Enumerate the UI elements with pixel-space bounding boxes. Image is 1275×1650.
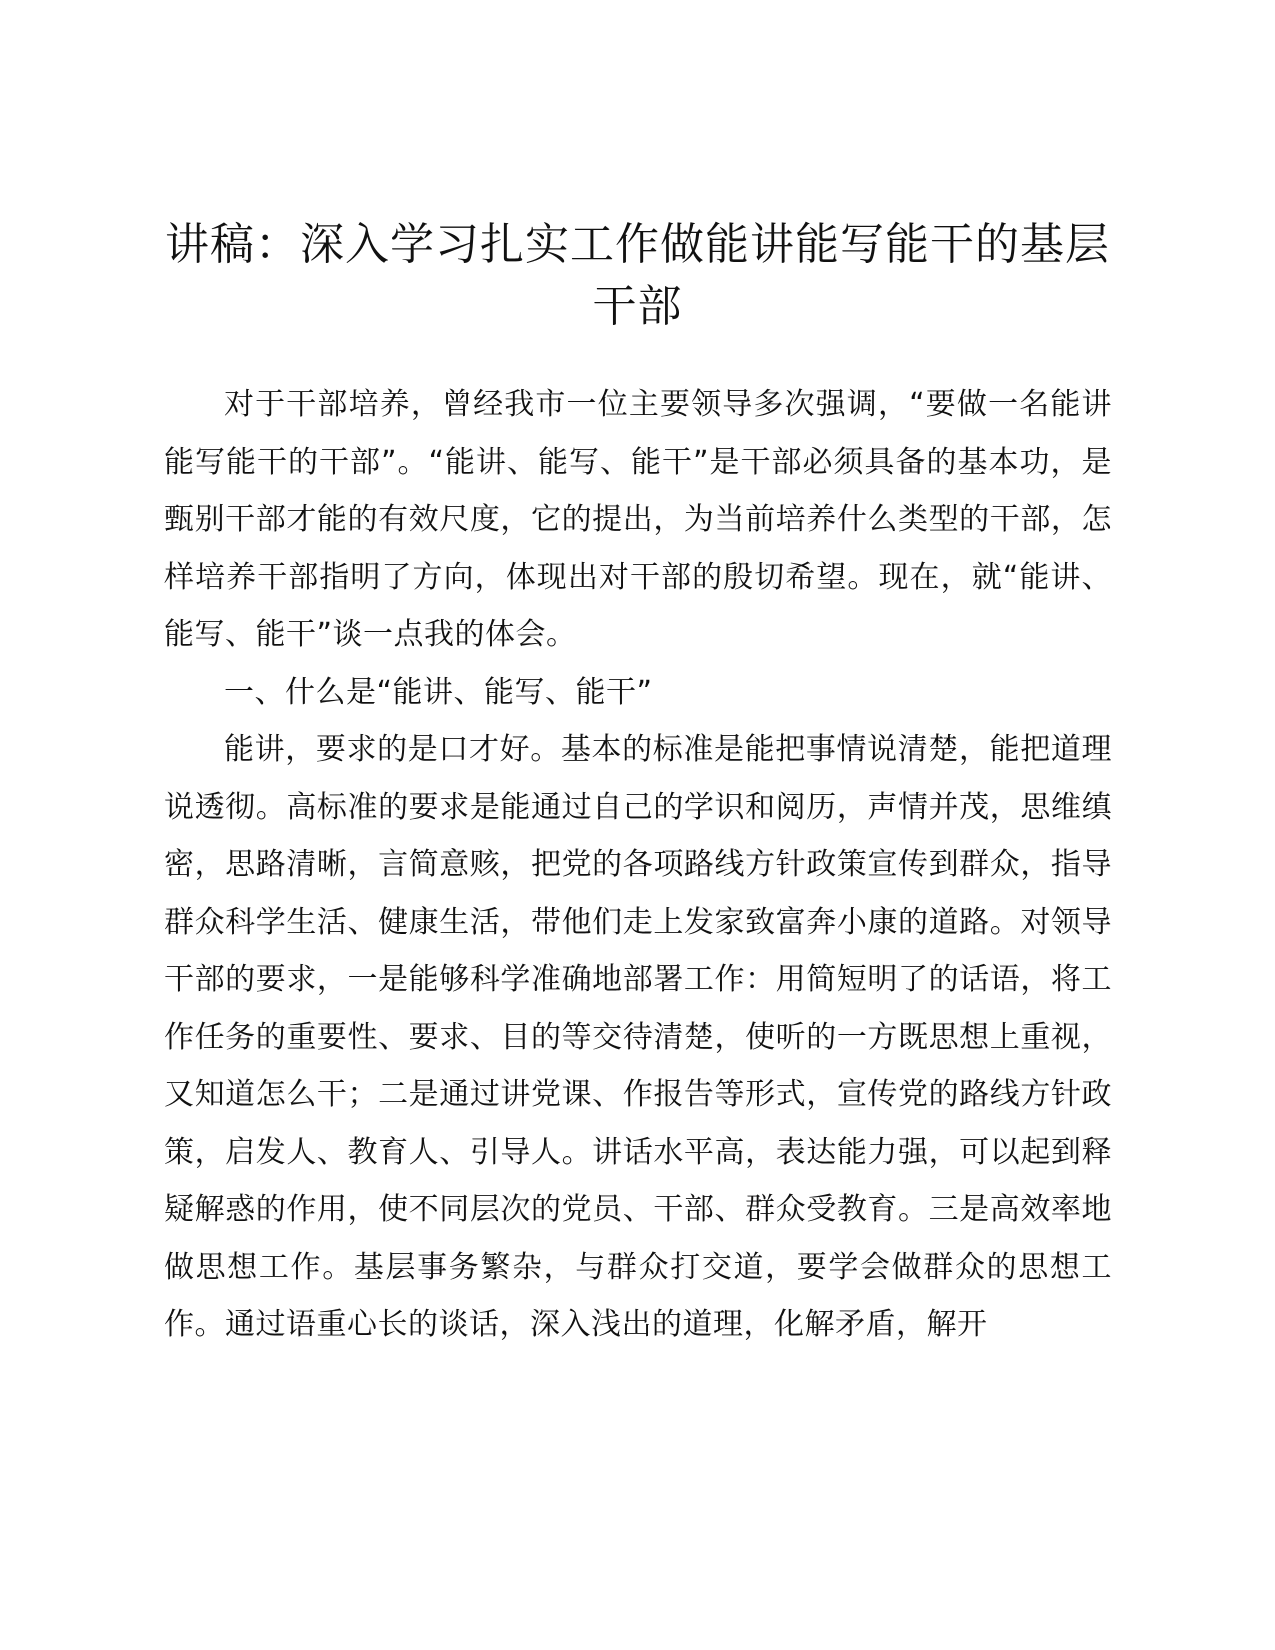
- body-paragraph: 能讲，要求的是口才好。基本的标准是能把事情说清楚，能把道理说透彻。高标准的要求是能通过自己的学识和阅历，声情并茂，思维缜密，思路清晰，言简意赅，把党的各项路线方针政策宣传到群众，指导群众科学生活、健康生活，带他们走上发家致富奔小康的道路。对领导干部的要求，一是能够科学准确地部署工作：用简短明了的话语，将工作任务的重要性、要求、目的等交待清楚，使听的一方既思想上重视，又知道怎么干；二是通过讲党课、作报告等形式，宣传党的路线方针政策，启发人、教育人、引导人。讲话水平高，表达能力强，可以起到释疑解惑的作用，使不同层次的党员、干部、群众受教育。三是高效率地做思想工作。基层事务繁杂，与群众打交道，要学会做群众的思想工作。通过语重心长的谈话，深入浅出的道理，化解矛盾，解开: [164, 732, 1112, 1342]
- document-title: 讲稿：深入学习扎实工作做能讲能写能干的基层干部: [165, 219, 1110, 332]
- section-heading: 一、什么是“能讲、能写、能干”: [224, 674, 653, 710]
- document-body: [164, 376, 1112, 1354]
- intro-paragraph: 对于干部培养，曾经我市一位主要领导多次强调，“要做一名能讲能写能干的干部”。“能讲、能写、能干”是干部必须具备的基本功，是甄别干部才能的有效尺度，它的提出，为当前培养什么类型的干部，怎样培养干部指明了方向，体现出对干部的殷切希望。现在，就“能讲、能写、能干”谈一点我的体会。: [164, 387, 1112, 652]
